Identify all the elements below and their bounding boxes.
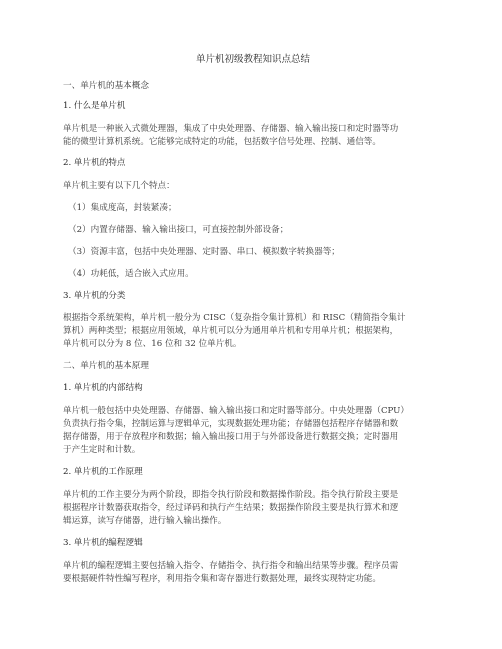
paragraph-line: 根据指令系统架构，单片机一般分为 CISC（复杂指令集计算机）和 RISC（精简指令集计	[63, 313, 406, 323]
paragraph-line: 单片机可以分为 8 位、16 位和 32 位单片机。	[63, 339, 242, 349]
paragraph-line: 单片机是一种嵌入式微处理器，集成了中央处理器、存储器、输入输出接口和定时器等功	[63, 124, 399, 134]
paragraph-line: 负责执行指令集，控制运算与逻辑单元，实现数据处理功能；存储器包括程序存储器和数	[63, 419, 399, 429]
paragraph-line: 单片机主要有以下几个特点：	[63, 181, 175, 191]
paragraph-line: 于产生定时和计数。	[63, 445, 141, 455]
paragraph-line: 单片机一般包括中央处理器、存储器、输入输出接口和定时器等部分。中央处理器（CPU）	[63, 406, 410, 416]
section-heading-basic-concepts: 一、单片机的基本概念	[63, 81, 149, 91]
paragraph-line: 据存储器，用于存放程序和数据；输入输出接口用于与外部设备进行数据交换；定时器用	[63, 432, 399, 442]
subheading-internal-structure: 1. 单片机的内部结构	[63, 383, 143, 393]
list-item: （4）功耗低，适合嵌入式应用。	[68, 269, 194, 279]
list-item: （2）内置存储器、输入输出接口，可直接控制外部设备；	[68, 225, 289, 235]
paragraph-line: 要根据硬件特性编写程序，利用指令集和寄存器进行数据处理，最终实现特定功能。	[63, 574, 381, 584]
paragraph-line: 单片机的编程逻辑主要包括输入指令、存储指令、执行指令和输出结果等步骤。程序员需	[63, 561, 399, 571]
paragraph-line: 算机）两种类型；根据应用领域，单片机可以分为通用单片机和专用单片机；根据架构，	[63, 326, 399, 336]
subheading-mcu-classification: 3. 单片机的分类	[63, 291, 126, 301]
subheading-programming-logic: 3. 单片机的编程逻辑	[63, 538, 143, 548]
paragraph-line: 根据程序计数器获取指令，经过译码和执行产生结果；数据操作阶段主要是执行算术和逻	[63, 503, 399, 513]
list-item: （1）集成度高，封装紧凑；	[68, 203, 177, 213]
paragraph-line: 辑运算，读写存储器，进行输入输出操作。	[63, 516, 227, 526]
paragraph-line: 能的微型计算机系统。它能够完成特定的功能，包括数字信号处理、控制、通信等。	[63, 137, 381, 147]
paragraph-line: 单片机的工作主要分为两个阶段，即指令执行阶段和数据操作阶段。指令执行阶段主要是	[63, 490, 399, 500]
section-heading-basic-principles: 二、单片机的基本原理	[63, 361, 149, 371]
subheading-mcu-features: 2. 单片机的特点	[63, 158, 126, 168]
subheading-what-is-mcu: 1. 什么是单片机	[63, 101, 126, 111]
document-title: 单片机初级教程知识点总结	[195, 54, 310, 65]
subheading-working-principle: 2. 单片机的工作原理	[63, 467, 143, 477]
list-item: （3）资源丰富，包括中央处理器、定时器、串口、模拟数字转换器等；	[68, 247, 340, 257]
